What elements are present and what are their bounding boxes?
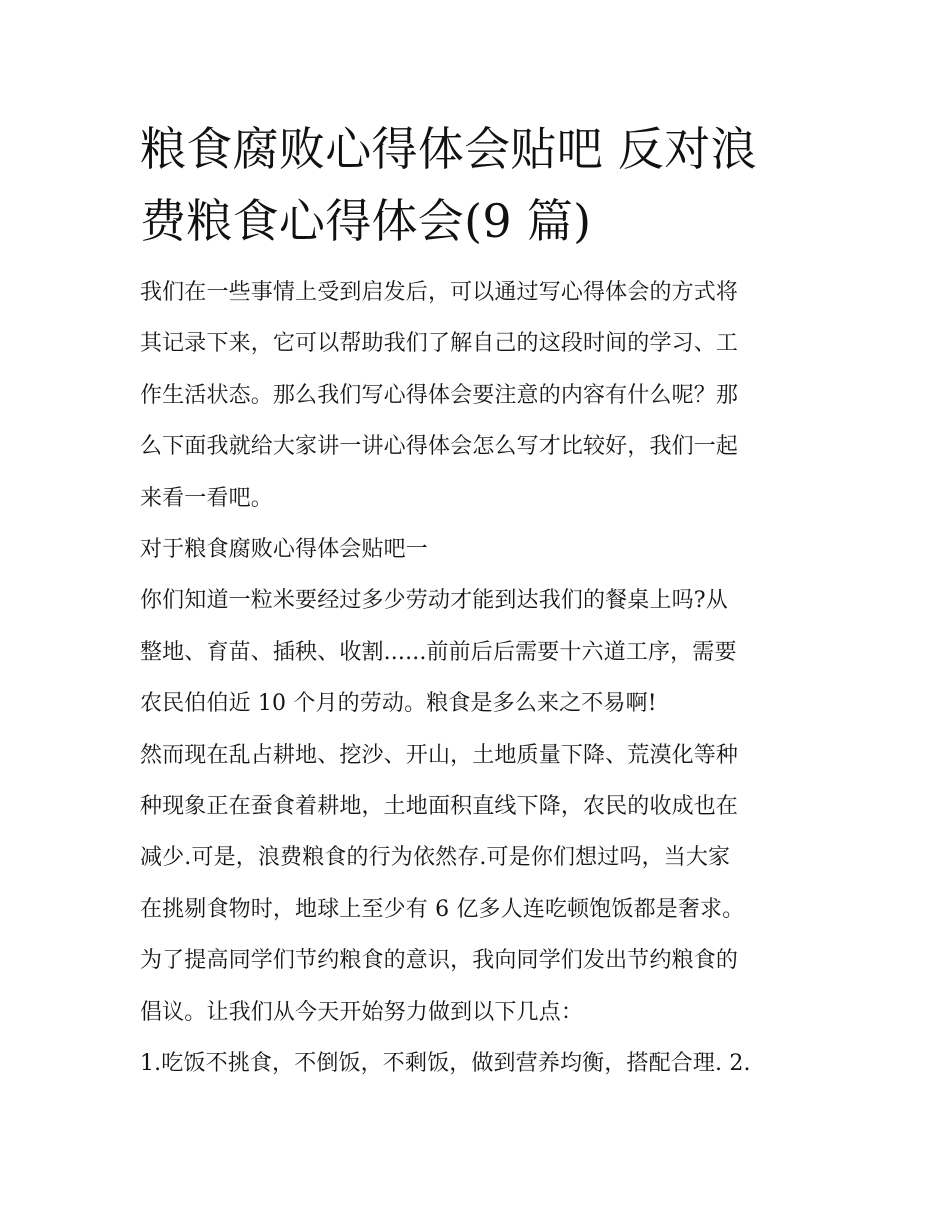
text-line: 你们知道一粒米要经过多少劳动才能到达我们的餐桌上吗?从 <box>140 588 728 614</box>
text-line: 然而现在乱占耕地、挖沙、开山，土地质量下降、荒漠化等种 <box>140 742 739 768</box>
title-line: 粮食腐败心得体会贴吧 反对浪 <box>140 122 757 176</box>
text-line: 其记录下来，它可以帮助我们了解自己的这段时间的学习、工 <box>140 331 739 357</box>
text-line: 倡议。让我们从今天开始努力做到以下几点： <box>140 999 584 1025</box>
title-line: 费粮食心得体会(9 篇) <box>140 194 592 248</box>
document-title <box>140 113 814 257</box>
text-line: 我们在一些事情上受到启发后，可以通过写心得体会的方式将 <box>140 280 739 305</box>
body-paragraph <box>140 730 814 1038</box>
text-line: 来看一看吧。 <box>140 485 273 511</box>
text-line: 农民伯伯近 10 个月的劳动。粮食是多么来之不易啊! <box>140 691 657 717</box>
document-body <box>140 267 814 1090</box>
text-line: 作生活状态。那么我们写心得体会要注意的内容有什么呢？那 <box>140 382 739 408</box>
list-paragraph <box>140 1038 814 1089</box>
section-heading <box>140 524 814 575</box>
body-paragraph <box>140 575 814 729</box>
text-line: 减少.可是，浪费粮食的行为依然存.可是你们想过吗，当大家 <box>140 845 731 871</box>
document-content <box>140 113 814 1090</box>
text-line: 对于粮食腐败心得体会贴吧一 <box>140 537 428 563</box>
intro-paragraph <box>140 267 814 524</box>
text-line: 为了提高同学们节约粮食的意识，我向同学们发出节约粮食的 <box>140 948 739 974</box>
text-line: 1.吃饭不挑食，不倒饭，不剩饭，做到营养均衡，搭配合理. 2. <box>140 1051 751 1077</box>
text-line: 么下面我就给大家讲一讲心得体会怎么写才比较好，我们一起 <box>140 434 739 460</box>
text-line: 种现象正在蚕食着耕地，土地面积直线下降，农民的收成也在 <box>140 794 739 820</box>
text-line: 整地、育苗、插秧、收割......前前后后需要十六道工序，需要 <box>140 639 737 665</box>
text-line: 在挑剔食物时，地球上至少有 6 亿多人连吃顿饱饭都是奢求。 <box>140 896 745 922</box>
